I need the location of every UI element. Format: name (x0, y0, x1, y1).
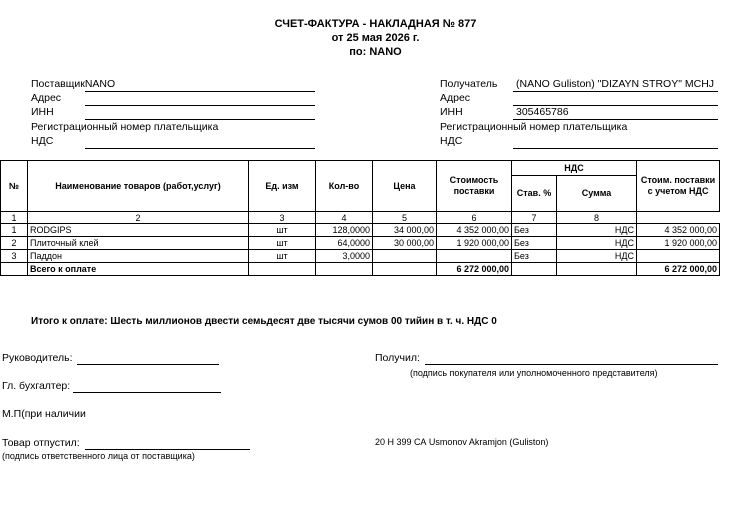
document-title: СЧЕТ-ФАКТУРА - НАКЛАДНАЯ № 877 (274, 18, 477, 30)
index-cell: 1 (1, 212, 28, 224)
index-row (1, 212, 720, 224)
total-empty-cell (373, 263, 437, 276)
supplier-vat-label: НДС (31, 135, 54, 147)
recipient-inn-value: 305465786 (516, 106, 569, 118)
supplier-inn-label: ИНН (31, 106, 54, 118)
index-cell: 6 (437, 212, 512, 224)
row-vat-rate: Без (512, 237, 557, 250)
index-cell: 4 (316, 212, 373, 224)
supplier-label: Поставщик (31, 78, 85, 90)
received-note: (подпись покупателя или уполномоченного представителя) (410, 368, 658, 378)
total-empty-cell (512, 263, 557, 276)
col-header-vat-sum: Сумма (557, 176, 637, 212)
row-total (637, 250, 720, 263)
row-price: 34 000,00 (373, 224, 437, 237)
row-vat-sum: НДС (557, 250, 637, 263)
row-name: RODGIPS (28, 224, 249, 237)
received-label: Получил: (375, 352, 420, 364)
total-cost: 6 272 000,00 (437, 263, 512, 276)
document-po: по: NANO (349, 46, 402, 58)
total-label: Всего к оплате (28, 263, 249, 276)
supplier-line (31, 78, 115, 90)
col-header-vat-rate: Став. % (512, 176, 557, 212)
total-with-vat: 6 272 000,00 (637, 263, 720, 276)
row-cost: 1 920 000,00 (437, 237, 512, 250)
col-header-vat: НДС (512, 161, 637, 176)
col-header-no: № (1, 161, 28, 212)
index-cell: 3 (249, 212, 316, 224)
row-qty: 3,0000 (316, 250, 373, 263)
row-price: 30 000,00 (373, 237, 437, 250)
total-empty-cell (316, 263, 373, 276)
invoice-table (0, 160, 720, 276)
col-header-name: Наименование товаров (работ,услуг) (28, 161, 249, 212)
col-header-price: Цена (373, 161, 437, 212)
table-row (1, 224, 720, 237)
document-date: от 25 мая 2026 г. (331, 32, 420, 44)
index-cell: 7 (512, 212, 557, 224)
recipient-name: (NANO Guliston) "DIZAYN STROY" MCHJ (516, 78, 715, 90)
row-vat-sum: НДС (557, 224, 637, 237)
index-cell: 8 (557, 212, 637, 224)
row-unit: шт (249, 224, 316, 237)
table-row (1, 237, 720, 250)
row-cost (437, 250, 512, 263)
received-by: 20 Н 399 СА Usmonov Akramjon (Guliston) (375, 437, 549, 447)
col-header-unit: Ед. изм (249, 161, 316, 212)
table-row (1, 250, 720, 263)
row-cost: 4 352 000,00 (437, 224, 512, 237)
total-empty-cell (557, 263, 637, 276)
row-total: 4 352 000,00 (637, 224, 720, 237)
released-label: Товар отпустил: (2, 437, 80, 449)
row-total: 1 920 000,00 (637, 237, 720, 250)
row-no: 3 (1, 250, 28, 263)
row-unit: шт (249, 237, 316, 250)
row-name: Плиточный клей (28, 237, 249, 250)
row-qty: 128,0000 (316, 224, 373, 237)
index-cell: 2 (28, 212, 249, 224)
index-cell: 5 (373, 212, 437, 224)
recipient-reg-label: Регистрационный номер плательщика (440, 121, 628, 133)
row-no: 2 (1, 237, 28, 250)
supplier-reg-label: Регистрационный номер плательщика (31, 121, 219, 133)
col-header-cost: Стоимость поставки (437, 161, 512, 212)
total-row (1, 263, 720, 276)
row-price (373, 250, 437, 263)
row-unit: шт (249, 250, 316, 263)
supplier-address-label: Адрес (31, 92, 62, 104)
row-vat-rate: Без (512, 250, 557, 263)
supplier-name: NANO (84, 78, 116, 90)
row-qty: 64,0000 (316, 237, 373, 250)
col-header-total: Стоим. поставки с учетом НДС (637, 161, 720, 212)
recipient-vat-label: НДС (440, 135, 463, 147)
total-empty-cell (249, 263, 316, 276)
recipient-inn-label: ИНН (440, 106, 463, 118)
col-header-qty: Кол-во (316, 161, 373, 212)
accountant-label: Гл. бухгалтер: (2, 380, 71, 392)
released-note: (подпись ответственного лица от поставщика) (2, 451, 195, 461)
row-vat-sum: НДС (557, 237, 637, 250)
row-name: Паддон (28, 250, 249, 263)
recipient-label: Получатель (440, 78, 498, 90)
stamp-label: М.П(при наличии (2, 408, 86, 420)
recipient-address-label: Адрес (440, 92, 471, 104)
row-vat-rate: Без (512, 224, 557, 237)
total-in-words: Итого к оплате: Шесть миллионов двести семьдесят две тысячи сумов 00 тийин в т. ч. НДС 0 (31, 316, 497, 327)
total-empty-cell (1, 263, 28, 276)
director-label: Руководитель: (2, 352, 73, 364)
row-no: 1 (1, 224, 28, 237)
